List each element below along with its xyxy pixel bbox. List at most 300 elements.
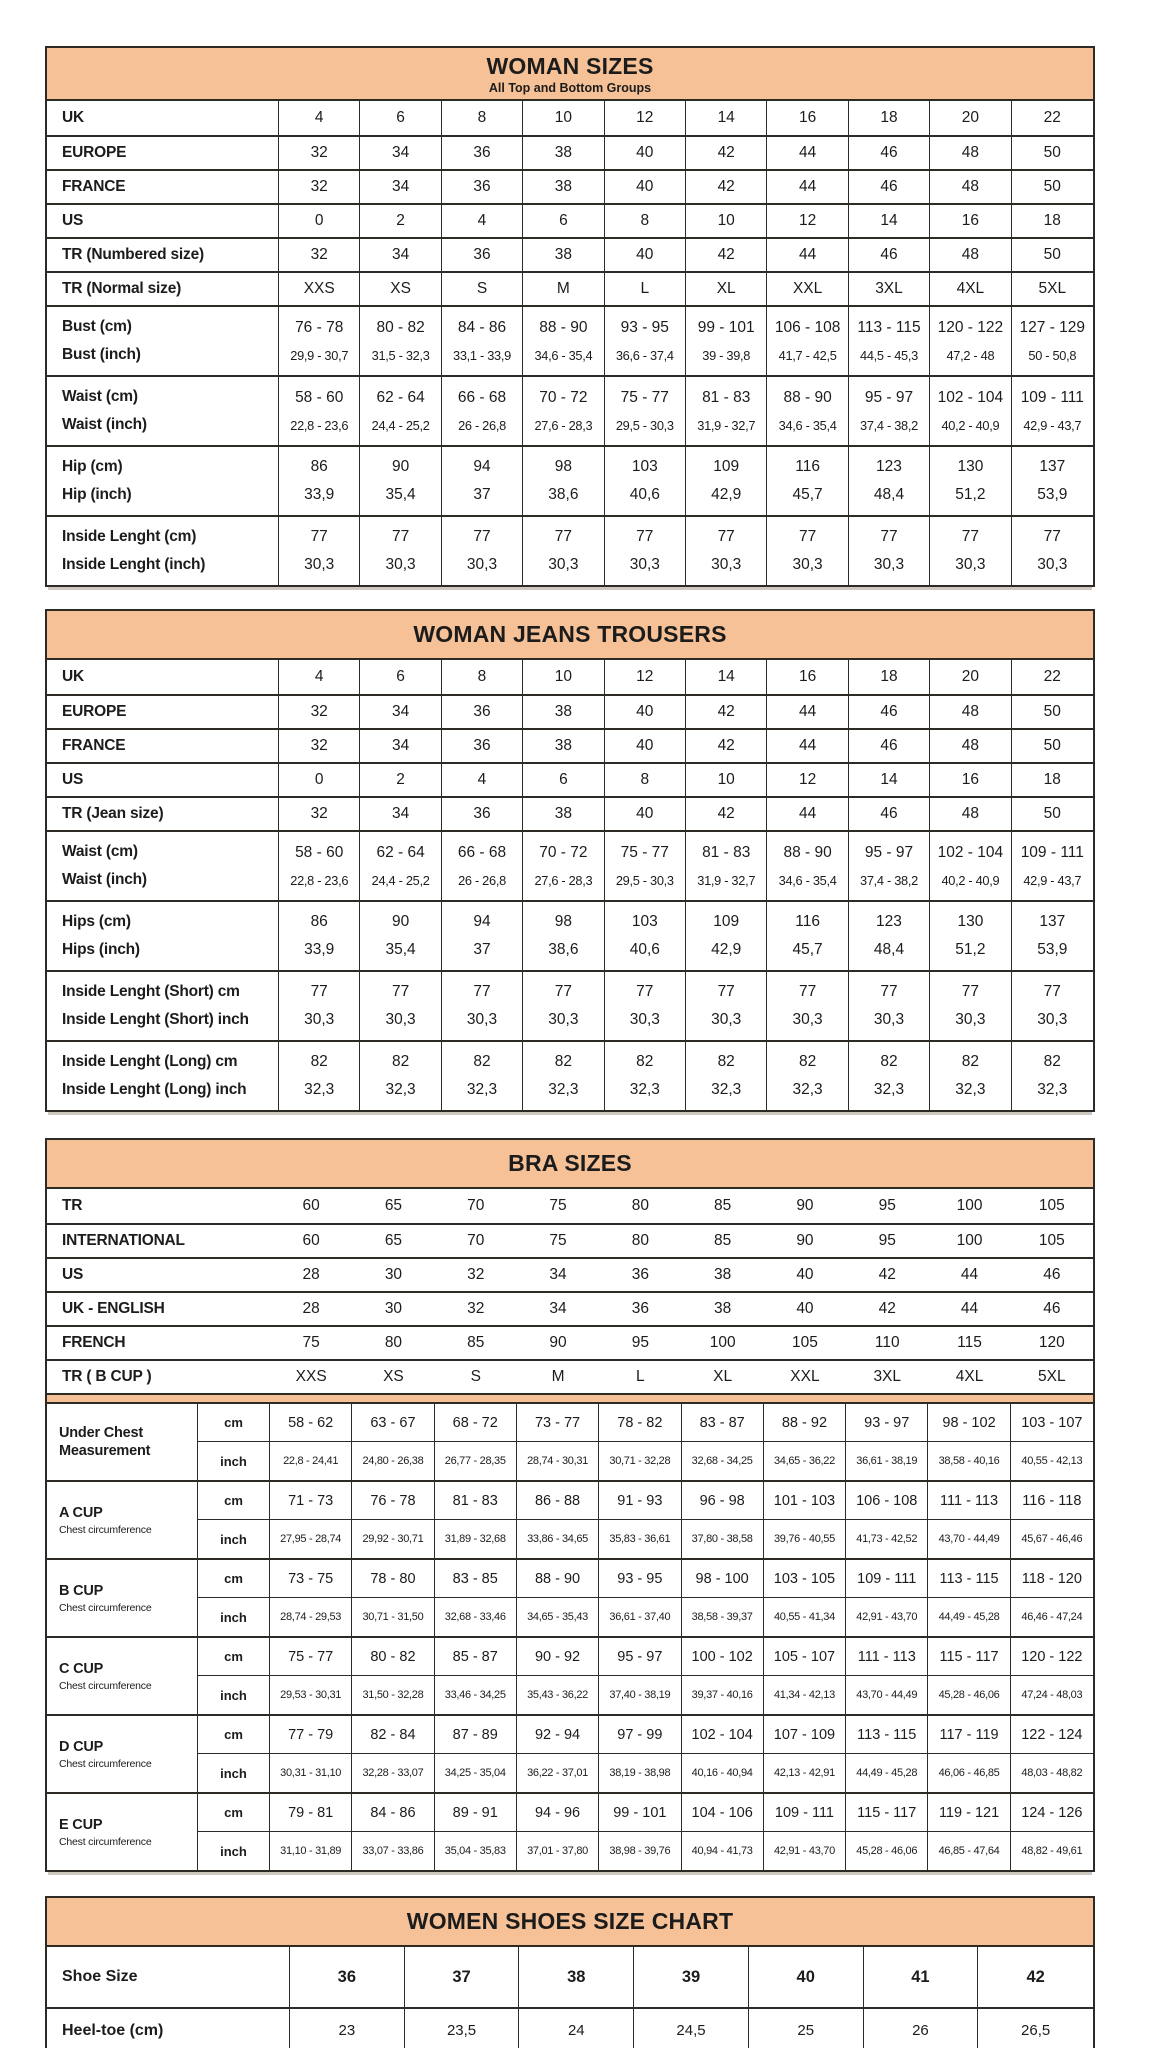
size-value-pair <box>279 832 360 900</box>
bra-size-value: 36 <box>631 1266 649 1283</box>
size-value-cm: 77 <box>1043 983 1061 1001</box>
bra-cm-value: 113 - 115 <box>928 1560 1010 1598</box>
size-value-cm: 77 <box>310 528 328 546</box>
row-label-inch: Inside Lenght (inch) <box>62 556 206 574</box>
size-value: 40 <box>605 137 686 169</box>
table-row <box>47 728 1093 762</box>
size-value-pair <box>930 1042 1011 1110</box>
size-value-cm: 81 - 83 <box>702 844 751 862</box>
bra-cm-value: 80 - 82 <box>352 1638 434 1676</box>
bra-cm-value: 103 - 107 <box>1011 1404 1093 1442</box>
size-value-cm: 77 <box>961 528 980 546</box>
row-label-inch: Waist (inch) <box>62 871 147 889</box>
row-label-cm: Inside Lenght (cm) <box>62 528 197 546</box>
size-value: 38 <box>523 239 604 271</box>
size-value-pair <box>279 1042 360 1110</box>
row-label: FRANCE <box>47 171 279 203</box>
size-value: 36 <box>442 171 523 203</box>
size-value: 6 <box>360 101 441 135</box>
size-value: 14 <box>849 764 930 796</box>
size-value-inch: 32,3 <box>873 1081 905 1099</box>
bra-cm-value: 76 - 78 <box>352 1482 434 1520</box>
bra-cm-value: 111 - 113 <box>846 1638 928 1676</box>
jeans-trousers-body <box>47 660 1093 1110</box>
row-label: TR <box>62 1197 83 1214</box>
bra-cup-group <box>47 1480 1093 1558</box>
size-value-inch: 31,9 - 32,7 <box>697 872 756 888</box>
unit-label-inch: inch <box>198 1442 270 1480</box>
size-value-inch: 30,3 <box>466 1011 498 1029</box>
bra-size-value: 46 <box>1043 1300 1061 1317</box>
row-label-group <box>47 517 279 585</box>
unit-label-cm: cm <box>198 1716 270 1754</box>
size-value-pair <box>605 447 686 515</box>
size-value-cm: 93 - 95 <box>620 319 669 337</box>
bra-size-value: 40 <box>796 1300 814 1317</box>
size-value: L <box>605 273 686 305</box>
bra-cm-value: 94 - 96 <box>517 1794 599 1832</box>
size-value-cm: 130 <box>957 458 984 476</box>
shoe-size-value: 36 <box>290 1947 405 2007</box>
cup-label-subtitle: Chest circumference <box>59 1758 152 1771</box>
bra-cm-value: 63 - 67 <box>352 1404 434 1442</box>
unit-label-inch: inch <box>198 1598 270 1636</box>
size-value-inch: 48,4 <box>873 486 905 504</box>
size-value: 20 <box>930 101 1011 135</box>
bra-inch-value: 41,34 - 42,13 <box>764 1676 846 1714</box>
size-value-inch: 30,3 <box>955 556 986 574</box>
table-row <box>47 694 1093 728</box>
shoe-size-value: 24,5 <box>634 2009 749 2048</box>
shoes-row <box>47 1947 1093 2007</box>
size-value: 34 <box>360 798 441 830</box>
size-value-inch: 30,3 <box>548 1011 579 1029</box>
size-value-inch: 37,4 - 38,2 <box>860 872 918 888</box>
size-value-inch: 30,3 <box>629 1011 660 1029</box>
bra-inch-value: 31,50 - 32,28 <box>352 1676 434 1714</box>
row-label-cm: Inside Lenght (Short) cm <box>62 983 240 1001</box>
size-value: 40 <box>605 696 686 728</box>
size-value-inch: 34,6 - 35,4 <box>534 347 593 363</box>
size-value-inch: 42,9 - 43,7 <box>1023 417 1082 433</box>
size-value-pair <box>442 447 523 515</box>
bra-cm-value: 79 - 81 <box>270 1794 352 1832</box>
size-value-cm: 62 - 64 <box>376 389 425 407</box>
size-value-inch: 32,3 <box>629 1081 660 1099</box>
size-value: 16 <box>767 660 848 694</box>
bra-size-value: 75 <box>302 1334 320 1351</box>
size-value-cm: 70 - 72 <box>539 844 588 862</box>
size-value-pair <box>930 447 1011 515</box>
size-value: 6 <box>523 764 604 796</box>
bra-size-value: 40 <box>796 1266 814 1283</box>
bra-inch-value: 45,67 - 46,46 <box>1021 1533 1083 1545</box>
bra-inch-value: 30,31 - 31,10 <box>270 1754 352 1792</box>
table-row <box>47 762 1093 796</box>
table-row <box>47 271 1093 305</box>
bra-cm-value: 68 - 72 <box>435 1404 517 1442</box>
size-value: 36 <box>442 730 523 762</box>
bra-cm-value: 100 - 102 <box>682 1638 764 1676</box>
shoe-size-value: 40 <box>749 1947 864 2007</box>
table-title: WOMAN JEANS TROUSERS <box>413 621 727 647</box>
size-value: 22 <box>1043 109 1061 126</box>
size-value-pair <box>605 307 686 375</box>
bra-cm-value: 115 - 117 <box>846 1794 928 1832</box>
size-value-cm: 77 <box>391 528 410 546</box>
size-value-cm: 123 <box>876 913 902 931</box>
bra-size-value: 46 <box>1043 1266 1061 1283</box>
size-value-pair <box>1012 902 1093 970</box>
size-value-inch: 34,6 - 35,4 <box>778 872 837 888</box>
bra-cm-value: 109 - 111 <box>846 1560 928 1598</box>
size-value-pair <box>930 902 1011 970</box>
size-value-cm: 90 <box>391 913 410 931</box>
bra-inch-value: 30,71 - 32,28 <box>599 1442 681 1480</box>
table-row-group <box>47 445 1093 515</box>
size-value-pair <box>442 832 523 900</box>
size-value-pair <box>360 377 441 445</box>
bra-cm-value: 119 - 121 <box>928 1794 1010 1832</box>
size-value-pair <box>279 307 360 375</box>
bra-inch-value: 36,22 - 37,01 <box>517 1754 599 1792</box>
size-value-pair <box>767 832 848 900</box>
bra-cm-value: 96 - 98 <box>682 1482 764 1520</box>
size-value-pair <box>686 377 767 445</box>
size-value: 18 <box>1043 212 1061 229</box>
size-value-pair <box>442 377 523 445</box>
size-value-pair <box>442 972 523 1040</box>
size-value-inch: 39 - 39,8 <box>702 347 751 363</box>
bra-size-value: 105 <box>1038 1232 1065 1249</box>
bra-cm-value: 116 - 118 <box>1011 1482 1093 1520</box>
shoes-row <box>47 2007 1093 2048</box>
bra-inch-value: 40,55 - 41,34 <box>764 1598 846 1636</box>
shoe-size-value: 24 <box>519 2009 634 2048</box>
size-value-inch: 30,3 <box>548 556 579 574</box>
size-value-cm: 77 <box>554 528 573 546</box>
size-value-inch: 30,3 <box>304 1011 335 1029</box>
size-value-pair <box>279 902 360 970</box>
size-value-inch: 30,3 <box>711 1011 742 1029</box>
size-value: 4 <box>279 101 360 135</box>
size-value-inch: 30,3 <box>955 1011 986 1029</box>
table-row <box>47 660 1093 694</box>
bra-inch-value: 47,24 - 48,03 <box>1021 1689 1083 1701</box>
size-value-cm: 103 <box>631 913 658 931</box>
size-value: 40 <box>605 171 686 203</box>
size-value-inch: 31,5 - 32,3 <box>371 347 430 363</box>
size-value-inch: 45,7 <box>792 486 823 504</box>
size-value-pair <box>360 447 441 515</box>
cup-label-title: A CUP <box>59 1504 103 1521</box>
table-row-group <box>47 375 1093 445</box>
bra-cm-value: 98 - 102 <box>928 1404 1010 1442</box>
size-value: 46 <box>849 798 930 830</box>
size-value: 8 <box>605 205 686 237</box>
bra-size-value: 28 <box>302 1266 320 1283</box>
size-value-inch: 53,9 <box>1037 941 1068 959</box>
row-label: US <box>62 1266 84 1283</box>
bra-size-value: 30 <box>384 1300 403 1317</box>
bra-cm-value: 105 - 107 <box>764 1638 846 1676</box>
size-value-inch: 30,3 <box>792 556 823 574</box>
size-value-cm: 77 <box>798 983 817 1001</box>
bra-cm-value: 73 - 77 <box>517 1404 599 1442</box>
size-value-inch: 24,4 - 25,2 <box>371 417 430 433</box>
size-value-pair <box>605 972 686 1040</box>
bra-section-divider <box>47 1393 1093 1404</box>
row-label-cm: Hip (cm) <box>62 458 123 476</box>
size-value-cm: 75 - 77 <box>620 389 669 407</box>
size-value-cm: 123 <box>876 458 902 476</box>
size-value-inch: 26 - 26,8 <box>458 417 506 433</box>
size-value: 32 <box>279 730 360 762</box>
size-value-inch: 40,2 - 40,9 <box>941 872 1000 888</box>
bra-inch-value: 44,49 - 45,28 <box>846 1754 928 1792</box>
size-value-inch: 37 <box>473 486 491 504</box>
size-value-pair <box>279 972 360 1040</box>
unit-label-cm: cm <box>198 1404 270 1442</box>
row-label: FRENCH <box>62 1334 126 1351</box>
bra-cm-value: 111 - 113 <box>928 1482 1010 1520</box>
bra-size-value: 90 <box>549 1334 567 1351</box>
row-label: INTERNATIONAL <box>62 1232 185 1249</box>
row-label-cm: Waist (cm) <box>62 843 138 861</box>
bra-cm-value: 93 - 95 <box>599 1560 681 1598</box>
cup-label <box>47 1482 198 1558</box>
size-value: 42 <box>686 137 767 169</box>
size-value: 36 <box>442 137 523 169</box>
size-value-cm: 76 - 78 <box>295 319 344 337</box>
bra-inch-value: 32,68 - 34,25 <box>682 1442 764 1480</box>
bra-inch-value: 41,73 - 42,52 <box>846 1520 928 1558</box>
row-label-group <box>47 832 279 900</box>
bra-cm-value: 98 - 100 <box>682 1560 764 1598</box>
size-value-cm: 77 <box>717 528 735 546</box>
size-value-inch: 30,3 <box>629 556 660 574</box>
size-value: 4 <box>279 660 360 694</box>
size-value-cm: 82 <box>798 1053 817 1071</box>
size-value-cm: 58 - 60 <box>295 389 344 407</box>
size-value: 10 <box>523 660 604 694</box>
size-value: 46 <box>849 137 930 169</box>
size-value-cm: 82 <box>554 1053 573 1071</box>
size-value-cm: 88 - 90 <box>783 844 832 862</box>
bra-size-value: 60 <box>302 1197 320 1214</box>
size-value: 32 <box>279 239 360 271</box>
size-value-pair <box>442 307 523 375</box>
size-value-cm: 130 <box>957 913 984 931</box>
size-value-pair <box>849 1042 930 1110</box>
row-label: UK <box>47 660 279 694</box>
bra-inch-value: 22,8 - 24,41 <box>270 1442 352 1480</box>
table-title-band <box>47 611 1093 660</box>
size-value-inch: 35,4 <box>385 486 416 504</box>
size-value: 46 <box>849 239 930 271</box>
size-value: 48 <box>930 137 1011 169</box>
bra-inch-value: 46,46 - 47,24 <box>1021 1611 1083 1623</box>
size-value-pair <box>767 972 848 1040</box>
bra-inch-value: 32,68 - 33,46 <box>435 1598 517 1636</box>
size-value-pair <box>360 307 441 375</box>
size-value-inch: 33,9 <box>304 941 335 959</box>
size-value-cm: 82 <box>961 1053 980 1071</box>
size-value: 22 <box>1043 668 1061 685</box>
size-value-pair <box>767 377 848 445</box>
cup-label <box>47 1560 198 1636</box>
size-value-pair <box>605 832 686 900</box>
bra-size-value: L <box>636 1368 645 1385</box>
size-value-inch: 45,7 <box>792 941 823 959</box>
size-value-inch: 30,3 <box>873 556 905 574</box>
size-value: 46 <box>849 696 930 728</box>
row-label-inch: Hip (inch) <box>62 486 132 504</box>
bra-inch-value: 27,95 - 28,74 <box>270 1520 352 1558</box>
bra-conversion-row <box>47 1223 1093 1257</box>
unit-label-inch: inch <box>198 1832 270 1870</box>
size-value-cm: 77 <box>880 983 898 1001</box>
size-value: 34 <box>360 137 441 169</box>
size-value: 40 <box>605 239 686 271</box>
size-value-cm: 75 - 77 <box>620 844 669 862</box>
row-label-inch: Waist (inch) <box>62 416 147 434</box>
size-value: XXL <box>767 273 848 305</box>
bra-size-value: 75 <box>549 1197 567 1214</box>
size-value-inch: 35,4 <box>385 941 416 959</box>
bra-size-value: 75 <box>549 1232 567 1249</box>
size-value-pair <box>442 902 523 970</box>
size-value-cm: 77 <box>636 983 654 1001</box>
size-value-cm: 109 <box>713 458 740 476</box>
size-value-pair <box>686 517 767 585</box>
size-value: M <box>523 273 604 305</box>
size-value-inch: 51,2 <box>955 941 986 959</box>
bra-size-value: 85 <box>467 1334 485 1351</box>
size-value-pair <box>279 517 360 585</box>
bra-inch-value: 42,13 - 42,91 <box>764 1754 846 1792</box>
size-value-cm: 127 - 129 <box>1019 319 1086 337</box>
bra-conversion-rows <box>47 1189 1093 1393</box>
size-value: 32 <box>279 696 360 728</box>
size-value-cm: 82 <box>1043 1053 1061 1071</box>
bra-inch-value: 37,01 - 37,80 <box>517 1832 599 1870</box>
size-value-cm: 106 - 108 <box>774 319 841 337</box>
size-value-inch: 27,6 - 28,3 <box>534 872 593 888</box>
size-value-pair <box>523 832 604 900</box>
bra-size-value: 100 <box>956 1197 983 1214</box>
bra-cm-value: 104 - 106 <box>682 1794 764 1832</box>
shoe-size-value: 37 <box>405 1947 520 2007</box>
size-value-inch: 30,3 <box>873 1011 905 1029</box>
size-value: 44 <box>767 137 848 169</box>
bra-inch-value: 37,40 - 38,19 <box>599 1676 681 1714</box>
bra-inch-value: 31,89 - 32,68 <box>435 1520 517 1558</box>
size-value-cm: 88 - 90 <box>783 389 832 407</box>
size-value-cm: 66 - 68 <box>457 389 507 407</box>
size-value: 16 <box>930 205 1011 237</box>
table-row <box>47 203 1093 237</box>
size-value: 50 <box>1043 178 1061 195</box>
size-value: 38 <box>523 798 604 830</box>
cup-label-title: B CUP <box>59 1582 104 1599</box>
row-label: Heel-toe (cm) <box>47 2009 290 2048</box>
size-value: 44 <box>767 696 848 728</box>
table-row <box>47 169 1093 203</box>
size-value: 32 <box>279 798 360 830</box>
bra-size-value: 44 <box>960 1300 979 1317</box>
size-value-cm: 95 - 97 <box>864 844 914 862</box>
size-value-pair <box>523 517 604 585</box>
bra-inch-value: 34,65 - 36,22 <box>764 1442 846 1480</box>
size-value: 4XL <box>930 273 1011 305</box>
bra-size-value: 3XL <box>873 1368 902 1385</box>
bra-cup-section <box>47 1404 1093 1870</box>
size-value: 48 <box>930 696 1011 728</box>
bra-conversion-row <box>47 1189 1093 1223</box>
bra-cm-value: 118 - 120 <box>1011 1560 1093 1598</box>
size-value-cm: 80 - 82 <box>376 319 425 337</box>
row-label: TR (Numbered size) <box>47 239 279 271</box>
bra-cm-value: 88 - 90 <box>517 1560 599 1598</box>
size-value-cm: 86 <box>310 458 328 476</box>
row-label-inch: Inside Lenght (Long) inch <box>62 1081 247 1099</box>
bra-size-value: 5XL <box>1038 1368 1066 1385</box>
bra-conversion-row <box>47 1257 1093 1291</box>
size-value-pair <box>930 972 1011 1040</box>
table-title-band <box>47 1140 1093 1189</box>
size-value-inch: 44,5 - 45,3 <box>860 347 918 363</box>
size-value-inch: 33,1 - 33,9 <box>453 347 511 363</box>
row-label-cm: Inside Lenght (Long) cm <box>62 1053 238 1071</box>
size-value: 0 <box>279 205 360 237</box>
row-label-group <box>47 307 279 375</box>
bra-inch-value: 45,28 - 46,06 <box>928 1676 1010 1714</box>
bra-cm-value: 81 - 83 <box>435 1482 517 1520</box>
bra-size-value: 32 <box>467 1266 485 1283</box>
bra-inch-value: 29,92 - 30,71 <box>352 1520 434 1558</box>
size-value-pair <box>279 377 360 445</box>
row-label: EUROPE <box>47 137 279 169</box>
row-label: Shoe Size <box>47 1947 290 2007</box>
size-value-pair <box>767 902 848 970</box>
size-value-inch: 32,3 <box>466 1081 498 1099</box>
size-value-pair <box>849 517 930 585</box>
size-value: 6 <box>360 660 441 694</box>
bra-size-value: 44 <box>960 1266 979 1283</box>
size-value-cm: 82 <box>717 1053 735 1071</box>
size-value: 4 <box>442 764 523 796</box>
bra-inch-value: 38,98 - 39,76 <box>599 1832 681 1870</box>
size-value-pair <box>1012 972 1093 1040</box>
size-value-inch: 30,3 <box>1037 1011 1068 1029</box>
bra-size-value: 28 <box>302 1300 320 1317</box>
size-value-cm: 116 <box>795 913 820 931</box>
table-row-group <box>47 515 1093 585</box>
size-value-pair <box>1012 447 1093 515</box>
size-value: 16 <box>930 764 1011 796</box>
size-value: 5XL <box>1038 280 1067 297</box>
size-value-cm: 109 - 111 <box>1020 844 1084 862</box>
bra-cm-value: 87 - 89 <box>435 1716 517 1754</box>
bra-size-value: 38 <box>714 1300 732 1317</box>
size-value: 50 <box>1043 246 1061 263</box>
size-value: 12 <box>605 660 686 694</box>
size-value: 50 <box>1043 144 1061 161</box>
bra-size-value: 90 <box>796 1197 814 1214</box>
bra-cm-value: 107 - 109 <box>764 1716 846 1754</box>
size-value: 42 <box>686 730 767 762</box>
